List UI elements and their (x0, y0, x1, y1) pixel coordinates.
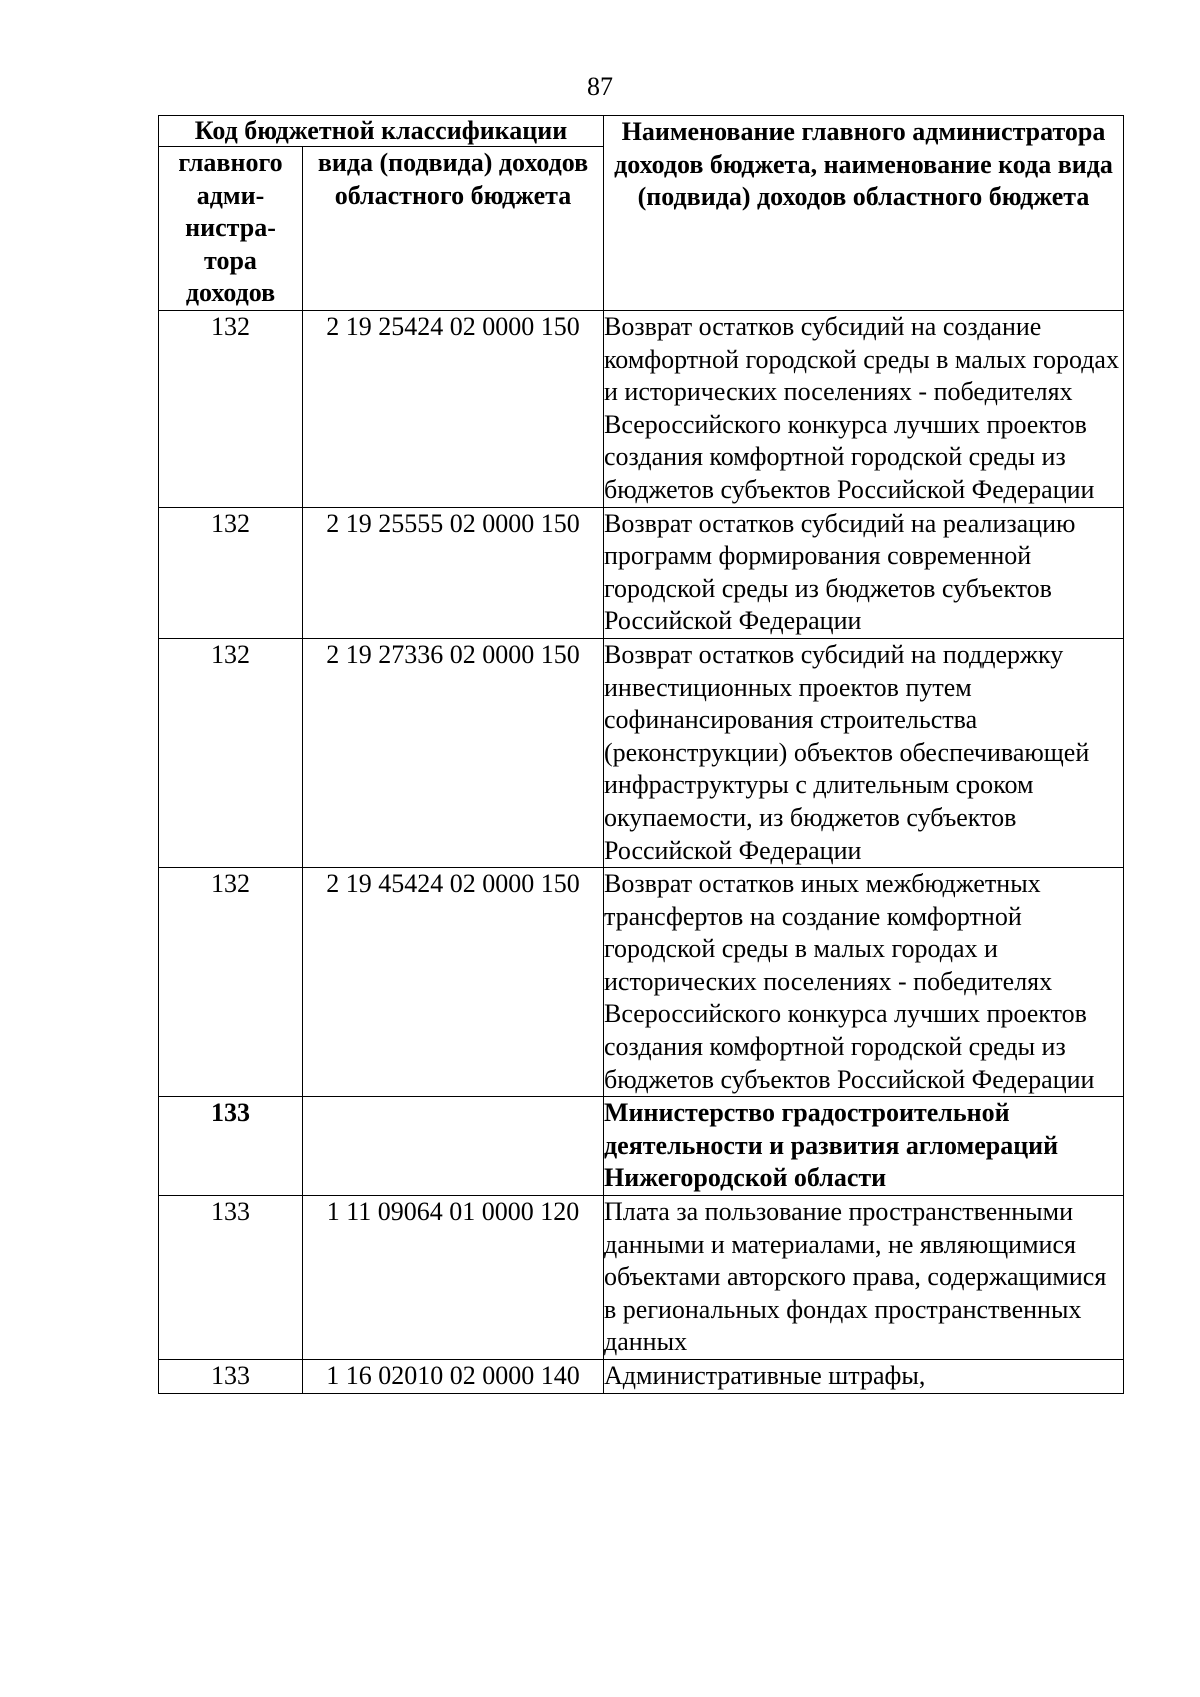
revenue-name-cell: Возврат остатков субсидий на поддержку инвестиционных проектов путем софинансирования строительства (реконструкции) объектов обеспечивающей инфраструктуры с длительным сроком окупаемости, из бюджетов субъектов Российской Федерации (604, 638, 1124, 867)
admin-code-cell: 133 (159, 1196, 303, 1360)
admin-code-cell: 132 (159, 311, 303, 508)
header-budget-code: Код бюджетной классификации (159, 116, 604, 147)
admin-code-cell: 132 (159, 638, 303, 867)
administrator-heading-row (159, 1097, 1124, 1196)
header-name: Наименование главного администратора доходов бюджета, наименование кода вида (подвида) доходов областного бюджета (604, 116, 1124, 311)
revenue-name-cell: Возврат остатков иных межбюджетных трансфертов на создание комфортной городской среды в малых городах и исторических поселениях - победителях Всероссийского конкурса лучших проектов создания комфортной городской среды из бюджетов субъектов Российской Федерации (604, 868, 1124, 1097)
admin-code-cell: 133 (159, 1360, 303, 1394)
revenue-name-cell: Возврат остатков субсидий на создание комфортной городской среды в малых городах и исторических поселениях - победителях Всероссийского конкурса лучших проектов создания комфортной городской среды из бюджетов субъектов Российской Федерации (604, 311, 1124, 508)
revenue-code-cell (303, 1097, 604, 1196)
admin-code-cell: 132 (159, 507, 303, 638)
table-row (159, 1360, 1124, 1394)
revenue-code-cell: 1 16 02010 02 0000 140 (303, 1360, 604, 1394)
header-kind: вида (подвида) доходов областного бюджета (303, 147, 604, 311)
revenue-code-cell: 1 11 09064 01 0000 120 (303, 1196, 604, 1360)
table-row (159, 1196, 1124, 1360)
revenue-code-cell: 2 19 45424 02 0000 150 (303, 868, 604, 1097)
header-admin: главного адми-нистра-тора доходов (159, 147, 303, 311)
budget-classification-table (158, 115, 1124, 1394)
page-number: 87 (587, 72, 613, 101)
admin-code-cell: 133 (159, 1097, 303, 1196)
revenue-name-cell: Административные штрафы, (604, 1360, 1124, 1394)
table-row (159, 868, 1124, 1097)
table-header-row (159, 116, 1124, 147)
admin-code-cell: 132 (159, 868, 303, 1097)
revenue-code-cell: 2 19 25424 02 0000 150 (303, 311, 604, 508)
table-row (159, 638, 1124, 867)
table-row (159, 507, 1124, 638)
revenue-name-cell: Возврат остатков субсидий на реализацию программ формирования современной городской среды из бюджетов субъектов Российской Федерации (604, 507, 1124, 638)
revenue-code-cell: 2 19 27336 02 0000 150 (303, 638, 604, 867)
table-row (159, 311, 1124, 508)
administrator-name-cell: Министерство градостроительной деятельности и развития агломераций Нижегородской области (604, 1097, 1124, 1196)
revenue-name-cell: Плата за пользование пространственными данными и материалами, не являющимися объектами авторского права, содержащимися в региональных фондах пространственных данных (604, 1196, 1124, 1360)
revenue-code-cell: 2 19 25555 02 0000 150 (303, 507, 604, 638)
